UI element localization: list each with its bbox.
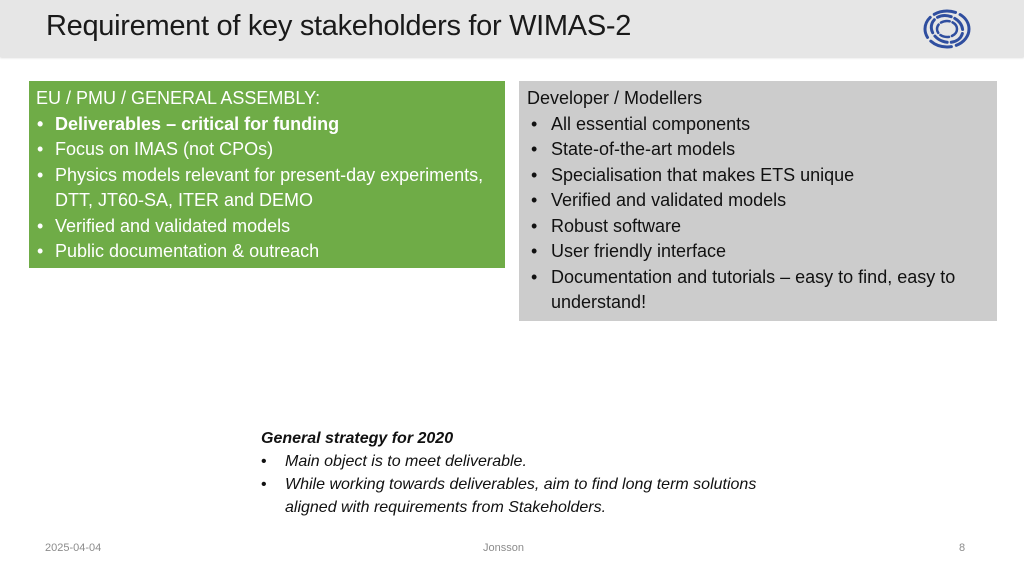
general-strategy bbox=[261, 427, 761, 519]
list-item: • Main object is to meet deliverable. bbox=[261, 450, 761, 473]
list-item: • Physics models relevant for present-day experiments, DTT, JT60-SA, ITER and DEMO bbox=[36, 163, 497, 214]
strategy-list bbox=[261, 450, 761, 519]
page-number: 8 bbox=[959, 542, 966, 554]
list-item: • State-of-the-art models bbox=[527, 137, 987, 163]
dev-box-heading: Developer / Modellers bbox=[527, 88, 703, 108]
developer-requirements-list bbox=[527, 112, 987, 316]
eu-requirements-box bbox=[29, 81, 505, 268]
list-item: • Robust software bbox=[527, 214, 987, 240]
strategy-title: General strategy for 2020 bbox=[261, 430, 454, 447]
footer-author: Jonsson bbox=[483, 542, 524, 554]
eu-requirements-list bbox=[36, 112, 497, 265]
ring-logo-icon bbox=[922, 8, 972, 50]
list-item: • Verified and validated models bbox=[36, 214, 497, 240]
footer-date: 2025-04-04 bbox=[45, 542, 102, 554]
slide-title: Requirement of key stakeholders for WIMAS-2 bbox=[46, 10, 632, 42]
list-item: • All essential components bbox=[527, 112, 987, 138]
slide-header bbox=[0, 0, 1024, 57]
eu-box-heading: EU / PMU / GENERAL ASSEMBLY: bbox=[36, 88, 321, 108]
list-item: • Documentation and tutorials – easy to find, easy to understand! bbox=[527, 265, 987, 316]
list-item: • Public documentation & outreach bbox=[36, 239, 497, 265]
list-item: • Verified and validated models bbox=[527, 188, 987, 214]
list-item: • Deliverables – critical for funding bbox=[36, 112, 497, 138]
list-item: • Focus on IMAS (not CPOs) bbox=[36, 137, 497, 163]
list-item: • Specialisation that makes ETS unique bbox=[527, 163, 987, 189]
list-item: • User friendly interface bbox=[527, 239, 987, 265]
developer-requirements-box bbox=[519, 81, 997, 321]
list-item: • While working towards deliverables, aim to find long term solutions aligned with requirements from Stakeholders. bbox=[261, 473, 761, 519]
